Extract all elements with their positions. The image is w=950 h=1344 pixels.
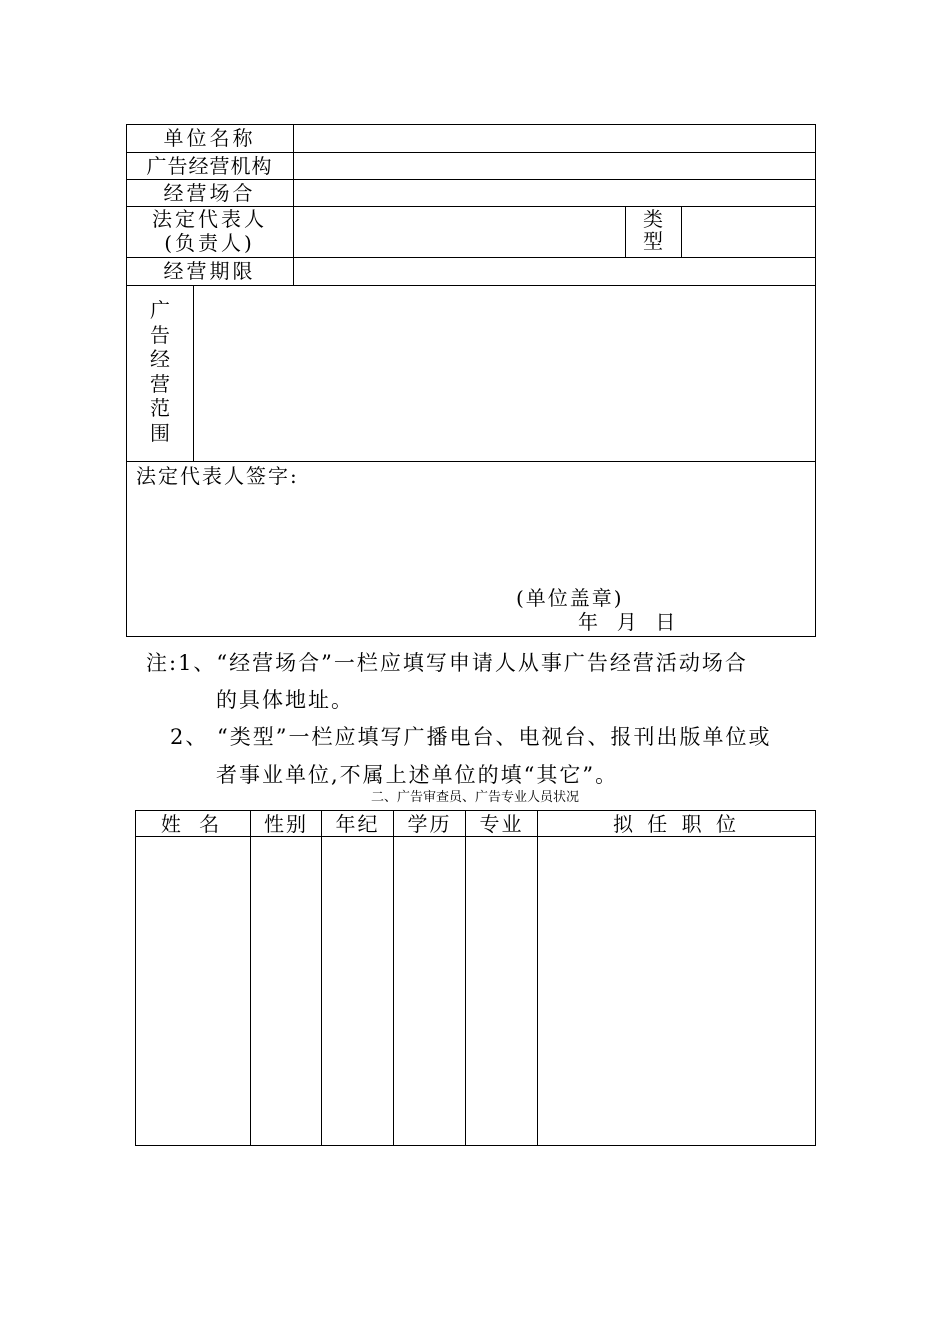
header-position: 拟 任 职 位 [612, 812, 741, 836]
staff-gender-column-field[interactable] [251, 837, 321, 1145]
header-age: 年纪 [335, 812, 380, 836]
venue-field[interactable] [294, 180, 815, 206]
form-row-divider [126, 461, 816, 462]
signature-label: 法定代表人签字: [136, 464, 299, 488]
venue-label: 经营场合 [163, 181, 256, 205]
scope-label: 广告经营范围 [150, 298, 170, 445]
legal-rep-label: 法定代表人 [152, 207, 267, 231]
period-field[interactable] [294, 258, 815, 285]
date-label: 年 月 日 [578, 610, 678, 634]
seal-label: (单位盖章) [516, 586, 624, 610]
staff-position-column-field[interactable] [538, 837, 815, 1145]
header-major: 专业 [479, 812, 524, 836]
type-field[interactable] [682, 207, 815, 257]
legal-rep-label-sub: (负责人) [164, 231, 255, 255]
ad-org-field[interactable] [294, 153, 815, 179]
note-line-2: 的具体地址。 [216, 688, 354, 712]
staff-education-column-field[interactable] [394, 837, 465, 1145]
header-education: 学历 [407, 812, 452, 836]
unit-name-label: 单位名称 [163, 126, 256, 150]
legal-rep-field[interactable] [294, 207, 625, 257]
staff-name-column-field[interactable] [136, 837, 250, 1145]
note-line-3: 2、 “类型”一栏应填写广播电台、电视台、报刊出版单位或 [170, 725, 772, 749]
type-label-left-divider [625, 206, 626, 257]
unit-name-field[interactable] [294, 125, 815, 152]
note-line-4: 者事业单位,不属上述单位的填“其它”。 [216, 763, 619, 787]
signature-area[interactable] [127, 490, 815, 585]
note-line-1: 注:1、“经营场合”一栏应填写申请人从事广告经营活动场合 [146, 651, 748, 675]
header-name: 姓 名 [160, 812, 226, 836]
period-label: 经营期限 [163, 259, 256, 283]
header-gender: 性别 [264, 812, 308, 836]
staff-age-column-field[interactable] [322, 837, 393, 1145]
type-label: 类型 [643, 207, 663, 253]
staff-section-title: 二、广告审查员、广告专业人员状况 [370, 790, 579, 805]
ad-org-label: 广告经营机构 [146, 154, 273, 178]
staff-major-column-field[interactable] [466, 837, 537, 1145]
scope-field[interactable] [194, 286, 815, 461]
